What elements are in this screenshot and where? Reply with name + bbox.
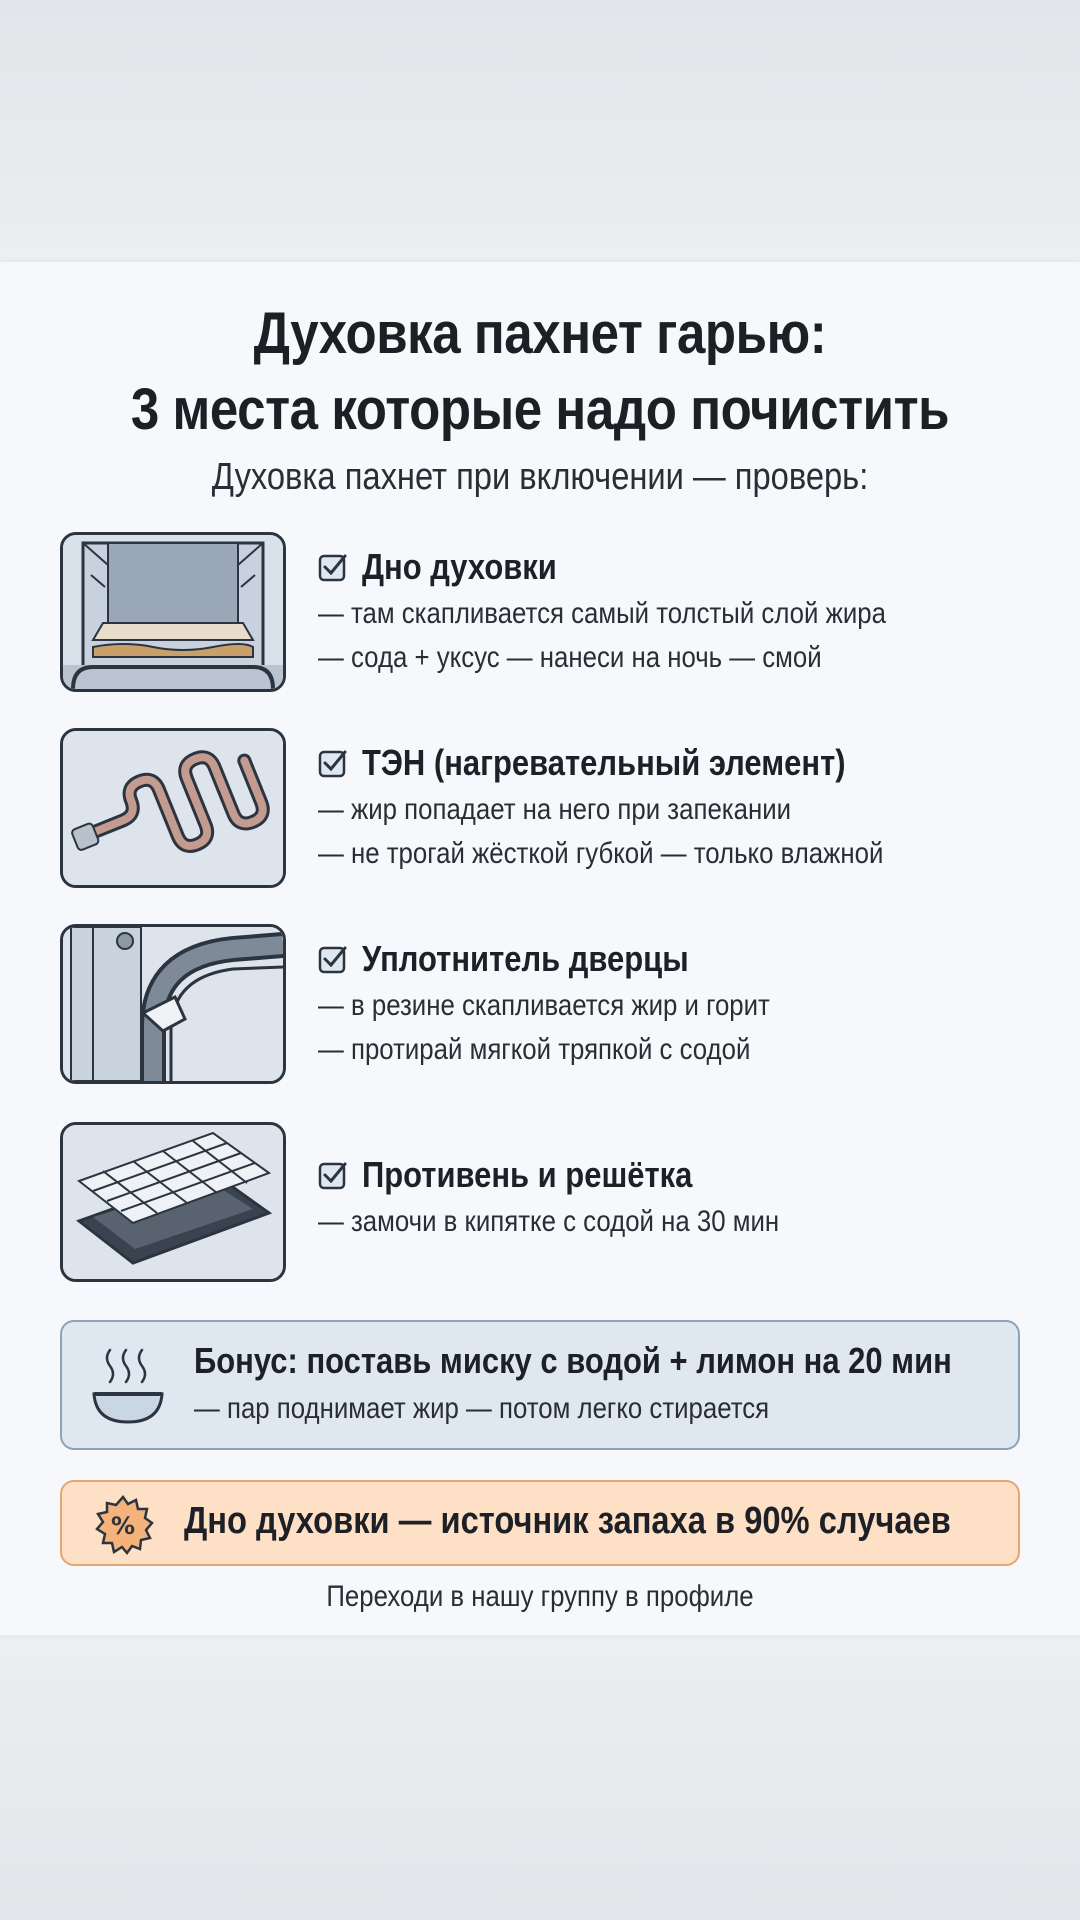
checkbox-checked-icon — [318, 1160, 348, 1190]
item-line: — в резине скапливается жир и горит — [318, 989, 770, 1022]
footer-cta: Переходи в нашу группу в профиле — [326, 1580, 754, 1613]
item-line: — замочи в кипятке с содой на 30 мин — [318, 1205, 780, 1238]
checkbox-checked-icon — [318, 748, 348, 778]
top-background-band — [0, 0, 1080, 262]
page-subtitle: Духовка пахнет при включении — проверь: — [211, 456, 869, 498]
item-title: Уплотнитель дверцы — [362, 938, 689, 979]
item-line: — протирай мягкой тряпкой с содой — [318, 1033, 751, 1066]
list-item-oven-bottom — [318, 542, 1038, 680]
item-title: Дно духовки — [362, 546, 557, 587]
bonus-box — [60, 1320, 1020, 1450]
item-title: ТЭН (нагревательный элемент) — [362, 742, 846, 783]
tray-rack-icon — [60, 1122, 286, 1282]
item-title: Противень и решётка — [362, 1154, 693, 1195]
item-line: — не трогай жёсткой губкой — только влажной — [318, 837, 884, 870]
promo-text: Дно духовки — источник запаха в 90% случаев — [184, 1500, 951, 1542]
checkbox-checked-icon — [318, 552, 348, 582]
oven-bottom-icon — [60, 532, 286, 692]
heating-element-icon — [60, 728, 286, 888]
page-title-line-1: Духовка пахнет гарью: — [253, 301, 827, 366]
item-line: — сода + уксус — нанеси на ночь — смой — [318, 641, 822, 674]
door-seal-icon — [60, 924, 286, 1084]
checkbox-checked-icon — [318, 944, 348, 974]
bottom-background-band — [0, 1635, 1080, 1920]
list-item-door-seal — [318, 934, 1038, 1072]
list-item-heating-element — [318, 738, 1038, 876]
svg-text:%: % — [110, 1512, 136, 1540]
bonus-title: Бонус: поставь миску с водой + лимон на 20 мин — [194, 1340, 952, 1381]
bonus-line: — пар поднимает жир — потом легко стирается — [194, 1392, 770, 1425]
steaming-bowl-icon — [88, 1344, 168, 1430]
item-line: — там скапливается самый толстый слой жира — [318, 597, 886, 630]
list-item-tray-rack — [318, 1150, 1038, 1244]
item-line: — жир попадает на него при запекании — [318, 793, 792, 826]
promo-box — [60, 1480, 1020, 1566]
percent-badge-icon — [92, 1494, 154, 1556]
page-title-line-2: 3 места которые надо почистить — [130, 377, 950, 442]
